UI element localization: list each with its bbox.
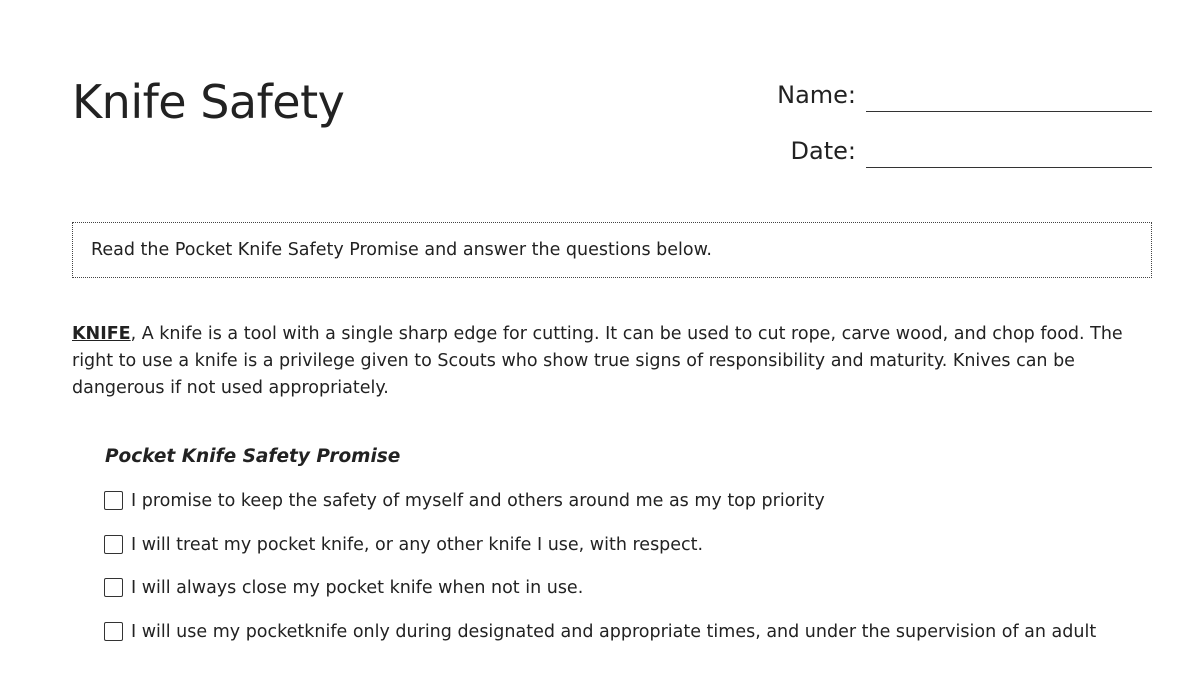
promise-item-text: I will treat my pocket knife, or any other knife I use, with respect. [131, 535, 704, 555]
name-input[interactable] [866, 81, 1152, 112]
worksheet-title: Knife Safety [72, 75, 345, 129]
definition-text: , A knife is a tool with a single sharp edge for cutting. It can be used to cut rope, carve wood, and chop food. The right to use a knife is a privilege given to Scouts who show true signs of responsibility and maturity. Knives can be dangerous if not used appropriately. [72, 324, 1123, 398]
date-field-row [791, 134, 1152, 168]
date-input[interactable] [866, 137, 1152, 168]
promise-item [104, 488, 1164, 515]
promise-item [104, 532, 1164, 559]
promise-item-text: I promise to keep the safety of myself and others around me as my top priority [131, 491, 825, 511]
promise-item-text: I will always close my pocket knife when not in use. [131, 578, 584, 598]
promise-list [104, 488, 1164, 646]
promise-checkbox[interactable] [104, 535, 123, 554]
promise-heading: Pocket Knife Safety Promise [105, 446, 401, 467]
knife-definition [72, 321, 1152, 402]
instructions-box [72, 222, 1152, 278]
definition-term: KNIFE [72, 324, 131, 344]
promise-item [104, 619, 1164, 646]
name-label: Name: [777, 81, 856, 109]
promise-item [104, 575, 1164, 602]
promise-checkbox[interactable] [104, 491, 123, 510]
instructions-text: Read the Pocket Knife Safety Promise and answer the questions below. [91, 240, 712, 260]
promise-checkbox[interactable] [104, 622, 123, 641]
name-field-row [777, 78, 1152, 112]
date-label: Date: [790, 137, 856, 165]
promise-item-text: I will use my pocketknife only during designated and appropriate times, and under the supervision of an adult [131, 622, 1097, 642]
promise-checkbox[interactable] [104, 578, 123, 597]
